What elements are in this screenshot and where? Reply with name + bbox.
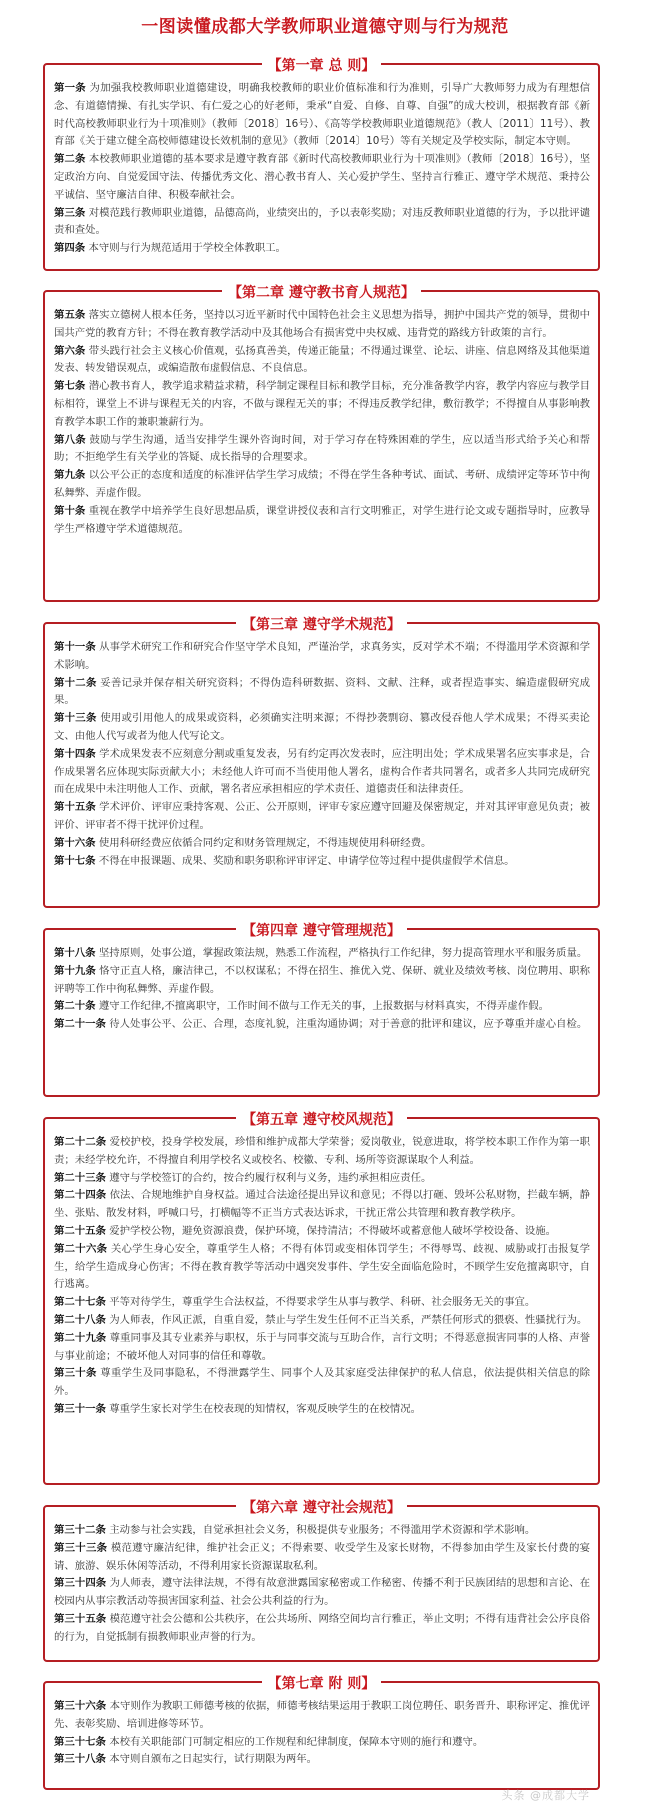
article-text: 待人处事公平、公正、合理，态度礼貌，注重沟通协调；对于善意的批评和建议，应予尊重并虚心自检。 — [109, 1018, 588, 1031]
article-number: 第五条 — [54, 309, 86, 321]
chapter-7 — [43, 1676, 600, 1790]
article-number: 第三条 — [54, 206, 86, 219]
chapter-heading — [45, 920, 598, 941]
article — [54, 710, 590, 746]
chapter-body — [45, 292, 598, 546]
article-text: 平等对待学生，尊重学生合法权益，不得要求学生从事与教学、科研、社会服务无关的事宜。 — [109, 1296, 536, 1309]
article-text: 带头践行社会主义核心价值观，弘扬真善美，传递正能量；不得通过课堂、论坛、讲座、信息网络及其他渠道发表、转发错误观点，或编造散布虚假信息、不良信息。 — [54, 344, 590, 375]
article — [54, 1294, 590, 1312]
article-number: 第十条 — [54, 504, 86, 517]
article — [54, 1170, 590, 1188]
article-number: 第三十三条 — [54, 1541, 108, 1554]
article — [54, 240, 590, 258]
article — [54, 746, 590, 799]
article-number: 第二十六条 — [54, 1242, 108, 1255]
article-text: 不得在申报课题、成果、奖励和职务职称评审评定、申请学位等过程中提供虚假学术信息。 — [98, 854, 515, 867]
chapter-body — [45, 930, 598, 1042]
article-number: 第三十二条 — [54, 1524, 106, 1536]
article-text: 主动参与社会实践，自觉承担社会义务，积极提供专业服务；不得滥用学术资源和学术影响。 — [109, 1524, 536, 1536]
article-number: 第四条 — [54, 242, 86, 255]
article-number: 第二十四条 — [54, 1189, 107, 1202]
chapter-heading-text: 【第五章 遵守校风规范】 — [236, 1112, 407, 1128]
chapter-heading-text: 【第一章 总 则】 — [262, 58, 382, 74]
article-number: 第三十条 — [54, 1367, 97, 1380]
article-number: 第十三条 — [54, 712, 97, 725]
chapter-heading-text: 【第三章 遵守学术规范】 — [236, 617, 407, 633]
article-text: 模范遵守廉洁纪律，维护社会正义；不得索要、收受学生及家长财物，不得参加由学生及家长付费的宴请、旅游、娱乐休闲等活动，不得利用家长资源谋取私利。 — [54, 1541, 591, 1572]
article — [54, 467, 590, 503]
article-text: 本守则与行为规范适用于学校全体教职工。 — [88, 242, 286, 255]
chapter-heading — [45, 282, 598, 303]
chapter-heading — [45, 614, 598, 635]
chapter-4 — [43, 923, 600, 1097]
article-text: 尊重学生及同事隐私，不得泄露学生、同事个人及其家庭受法律保护的私人信息，依法提供相关信息的除外。 — [54, 1367, 591, 1398]
chapter-heading-text: 【第四章 遵守管理规范】 — [236, 923, 407, 939]
article-number: 第二十一条 — [54, 1018, 106, 1031]
article — [54, 1187, 590, 1223]
article-text: 爱护学校公物，避免资源浪费，保护环境，保持清洁；不得破坏或蓄意他人破坏学校设备、设施。 — [109, 1224, 557, 1237]
article — [54, 503, 590, 539]
article-text: 坚持原则，处事公道，掌握政策法规，熟悉工作流程，严格执行工作纪律，努力提高管理水平和服务质量。 — [98, 947, 588, 959]
chapter-body — [45, 65, 598, 266]
chapter-heading — [45, 1673, 598, 1694]
article-number: 第三十五条 — [54, 1612, 107, 1625]
article-text: 重视在教学中培养学生良好思想品质，课堂讲授仪表和言行文明雅正，对学生进行论文或专题指导时，应教导学生严格遵守学术道德规范。 — [54, 504, 590, 535]
article-text: 为人师表，作风正派，自重自爱，禁止与学生发生任何不正当关系，严禁任何形式的猥亵、性骚扰行为。 — [109, 1313, 588, 1326]
article-text: 模范遵守社会公德和公共秩序，在公共场所、网络空间均言行雅正，举止文明；不得有违背社会公序良俗的行为，自觉抵制有损教师职业声誉的行为。 — [54, 1612, 590, 1643]
article-number: 第十二条 — [54, 676, 97, 689]
article-number: 第十八条 — [54, 947, 96, 959]
article — [54, 432, 590, 468]
article-number: 第九条 — [54, 469, 86, 482]
article — [54, 205, 590, 241]
article-text: 本校有关职能部门可制定相应的工作规程和纪律制度，保障本守则的施行和遵守。 — [109, 1735, 484, 1748]
article-number: 第二十条 — [54, 1000, 96, 1013]
article-number: 第六条 — [54, 344, 86, 357]
article-text: 爱校护校，投身学校发展，珍惜和维护成都大学荣誉；爱岗敬业，锐意进取，将学校本职工作作为第一职责；未经学校允许，不得擅自利用学校名义或校名、校徽、专利、场所等资源谋取个人利益。 — [54, 1136, 590, 1166]
chapter-5 — [43, 1112, 600, 1485]
article-number: 第十七条 — [54, 854, 96, 867]
watermark: 头条 @成都大学 — [501, 1789, 590, 1802]
article-number: 第二十八条 — [54, 1313, 106, 1326]
article — [54, 1734, 590, 1752]
chapter-6 — [43, 1500, 600, 1662]
page-title: 一图读懂成都大学教师职业道德守则与行为规范 — [141, 17, 509, 37]
article — [54, 1365, 590, 1401]
article — [54, 835, 590, 853]
article-number: 第十五条 — [54, 801, 96, 814]
article — [54, 799, 590, 835]
article-text: 遵守工作纪律,不擅离职守，工作时间不做与工作无关的事，上报数据与材料真实，不得弄虚作假。 — [98, 1000, 549, 1013]
article-text: 对模范践行教师职业道德，品德高尚，业绩突出的，予以表彰奖励；对违反教师职业道德的行为，予以批评谴责和查处。 — [54, 206, 590, 237]
article-number: 第三十一条 — [54, 1402, 106, 1415]
article — [54, 343, 590, 379]
article-text: 以公平公正的态度和适度的标准评估学生学习成绩；不得在学生各种考试、面试、考研、成绩评定等环节中徇私舞弊、弄虚作假。 — [54, 469, 590, 499]
article-number: 第二十三条 — [54, 1171, 106, 1184]
chapter-heading-text: 【第二章 遵守教书育人规范】 — [222, 285, 421, 301]
article — [54, 378, 590, 431]
chapter-body — [45, 1507, 598, 1655]
article-text: 遵守与学校签订的合约，按合约履行权利与义务，违约承担相应责任。 — [109, 1171, 432, 1184]
article — [54, 1540, 590, 1576]
article-text: 鼓励与学生沟通，适当安排学生课外咨询时间，对于学习存在特殊困难的学生，应以适当形式给予关心和帮助；不拒绝学生有关学业的答疑、成长指导的合理要求。 — [54, 433, 591, 464]
article-text: 本守则自颁布之日起实行，试行期限为两年。 — [109, 1753, 318, 1766]
article — [54, 1611, 590, 1647]
article-text: 学术评价、评审应秉持客观、公正、公开原则，评审专家应遵守回避及保密规定，并对其评审意见负责；被评价、评审者不得干扰评价过程。 — [54, 801, 590, 831]
article-number: 第一条 — [54, 82, 86, 94]
article-number: 第十九条 — [54, 964, 96, 977]
chapter-heading — [45, 1109, 598, 1130]
article-text: 学术成果发表不应刻意分割或重复发表，另有约定再次发表时，应注明出处；学术成果署名应实事求是，合作成果署名应体现实际贡献大小；未经他人许可而不当使用他人署名，虚构合作者共同署名，或者多人共同完成研究而在成果中未注明他人工作、贡献，署名者应承担相应的学术责任、道德责任和法律责任。 — [54, 747, 590, 796]
article-number: 第二十九条 — [54, 1331, 107, 1344]
article — [54, 1575, 590, 1611]
article — [54, 945, 590, 963]
article — [54, 151, 590, 204]
article — [54, 1698, 590, 1734]
article-text: 落实立德树人根本任务，坚持以习近平新时代中国特色社会主义思想为指导，拥护中国共产党的领导，贯彻中国共产党的教育方针；不得在教育教学活动中及其他场合有损害党中央权威、违背党的路线方针政策的言行。 — [54, 309, 590, 339]
article-text: 从事学术研究工作和研究合作坚守学术良知，严谨治学，求真务实，反对学术不端；不得滥用学术资源和学术影响。 — [54, 641, 590, 671]
article — [54, 998, 590, 1016]
article-text: 使用或引用他人的成果或资料，必须确实注明来源；不得抄袭剽窃、篡改侵吞他人学术成果；不得买卖论文、由他人代写或者为他人代写论文。 — [54, 712, 591, 742]
chapter-body — [45, 1119, 598, 1427]
article-text: 本校教师职业道德的基本要求是遵守教育部《新时代高校教师职业行为十项准则》（教师〔2018〕16号），坚定政治方向、自觉爱国守法、传播优秀文化、潜心教书育人、关心爱护学生、坚持言行雅正、遵守学术规范、秉持公平诚信、坚守廉洁自律、积极奉献社会。 — [54, 153, 590, 201]
article — [54, 80, 590, 151]
article — [54, 639, 590, 675]
article — [54, 1401, 590, 1419]
article-number: 第三十七条 — [54, 1735, 106, 1748]
article — [54, 675, 590, 711]
article — [54, 307, 590, 343]
article-number: 第八条 — [54, 433, 86, 446]
article-number: 第七条 — [54, 380, 86, 393]
article-text: 使用科研经费应依循合同约定和财务管理规定，不得违规使用科研经费。 — [98, 836, 432, 849]
article — [54, 1241, 590, 1294]
article — [54, 1330, 590, 1366]
article-number: 第十六条 — [54, 836, 96, 849]
article-number: 第十四条 — [54, 747, 96, 760]
article — [54, 1223, 590, 1241]
article — [54, 1134, 590, 1170]
article — [54, 1016, 590, 1034]
article-text: 为人师表，遵守法律法规，不得有故意泄露国家秘密或工作秘密、传播不利于民族团结的思想和言论、在校园内从事宗教活动等损害国家利益、社会公共利益的行为。 — [54, 1577, 590, 1608]
article-number: 第二十七条 — [54, 1296, 106, 1309]
article-number: 第三十八条 — [54, 1753, 106, 1766]
article-number: 第二十二条 — [54, 1136, 107, 1148]
article — [54, 853, 590, 871]
article-text: 为加强我校教师职业道德建设，明确我校教师的职业价值标准和行为准则，引导广大教师努力成为有理想信念、有道德情操、有扎实学识、有仁爱之心的好老师，秉承“自爱、自修、自尊、自强”的成大校训，根据教育部《新时代高校教师职业行为十项准则》（教师〔2018〕16号）、《高等学校教师职业道德规范》（教人〔2011〕11号）、教育部《关于建立健全高校师德建设长效机制的意见》（教师〔2014〕10号）等有关规定及学校实际，制定本守则。 — [54, 82, 591, 148]
chapter-heading — [45, 55, 598, 76]
article-number: 第十一条 — [54, 641, 96, 653]
article-text: 恪守正直人格，廉洁律己，不以权谋私；不得在招生、推优入党、保研、就业及绩效考核、岗位聘用、职称评聘等工作中徇私舞弊、弄虚作假。 — [54, 964, 590, 995]
chapter-3 — [43, 617, 600, 908]
chapter-1 — [43, 58, 600, 271]
article — [54, 1312, 590, 1330]
chapter-heading-text: 【第六章 遵守社会规范】 — [236, 1500, 407, 1516]
article-text: 关心学生身心安全，尊重学生人格；不得有体罚或变相体罚学生；不得辱骂、歧视、威胁或打击报复学生，给学生造成身心伤害；不得在教育教学等活动中遇突发事件、学生安全面临危险时，不顾学生安危擅离职守，自行逃离。 — [54, 1242, 591, 1291]
chapter-body — [45, 624, 598, 878]
article-text: 尊重学生家长对学生在校表现的知情权，客观反映学生的在校情况。 — [109, 1402, 421, 1415]
article-number: 第二条 — [54, 153, 86, 166]
article — [54, 1751, 590, 1769]
article-number: 第二十五条 — [54, 1224, 106, 1237]
article — [54, 1522, 590, 1540]
article-number: 第三十四条 — [54, 1577, 107, 1590]
article-text: 本守则作为教职工师德考核的依据，师德考核结果运用于教职工岗位聘任、职务晋升、职称评定、推优评先、表彰奖励、培训进修等环节。 — [54, 1700, 590, 1730]
chapter-heading-text: 【第七章 附 则】 — [262, 1676, 382, 1692]
chapter-body — [45, 1683, 598, 1777]
article-number: 第三十六条 — [54, 1700, 107, 1712]
article-text: 尊重同事及其专业素养与职权，乐于与同事交流与互助合作，言行文明；不得恶意损害同事的人格、声誉与事业前途；不破坏他人对同事的信任和尊敬。 — [54, 1331, 590, 1362]
article-text: 依法、合规地维护自身权益。通过合法途径提出异议和意见；不得以打砸、毁坏公私财物，拦截车辆，静坐、张贴、散发材料，呼喊口号，打横幅等不正当方式表达诉求，干扰正常公共管理和教育教学秩序。 — [54, 1189, 590, 1220]
chapter-heading — [45, 1497, 598, 1518]
article — [54, 963, 590, 999]
chapter-2 — [43, 285, 600, 602]
article-text: 妥善记录并保存相关研究资料；不得伪造科研数据、资料、文献、注释，或者捏造事实、编造虚假研究成果。 — [54, 676, 591, 707]
article-text: 潜心教书育人，教学追求精益求精，科学制定课程目标和教学目标，充分准备教学内容，教学内容应与教学目标相符，课堂上不讲与课程无关的内容，不做与课程无关的事；不得违反教学纪律，敷衍教学；不得擅自从事影响教育教学本职工作的兼职兼薪行为。 — [54, 380, 590, 428]
